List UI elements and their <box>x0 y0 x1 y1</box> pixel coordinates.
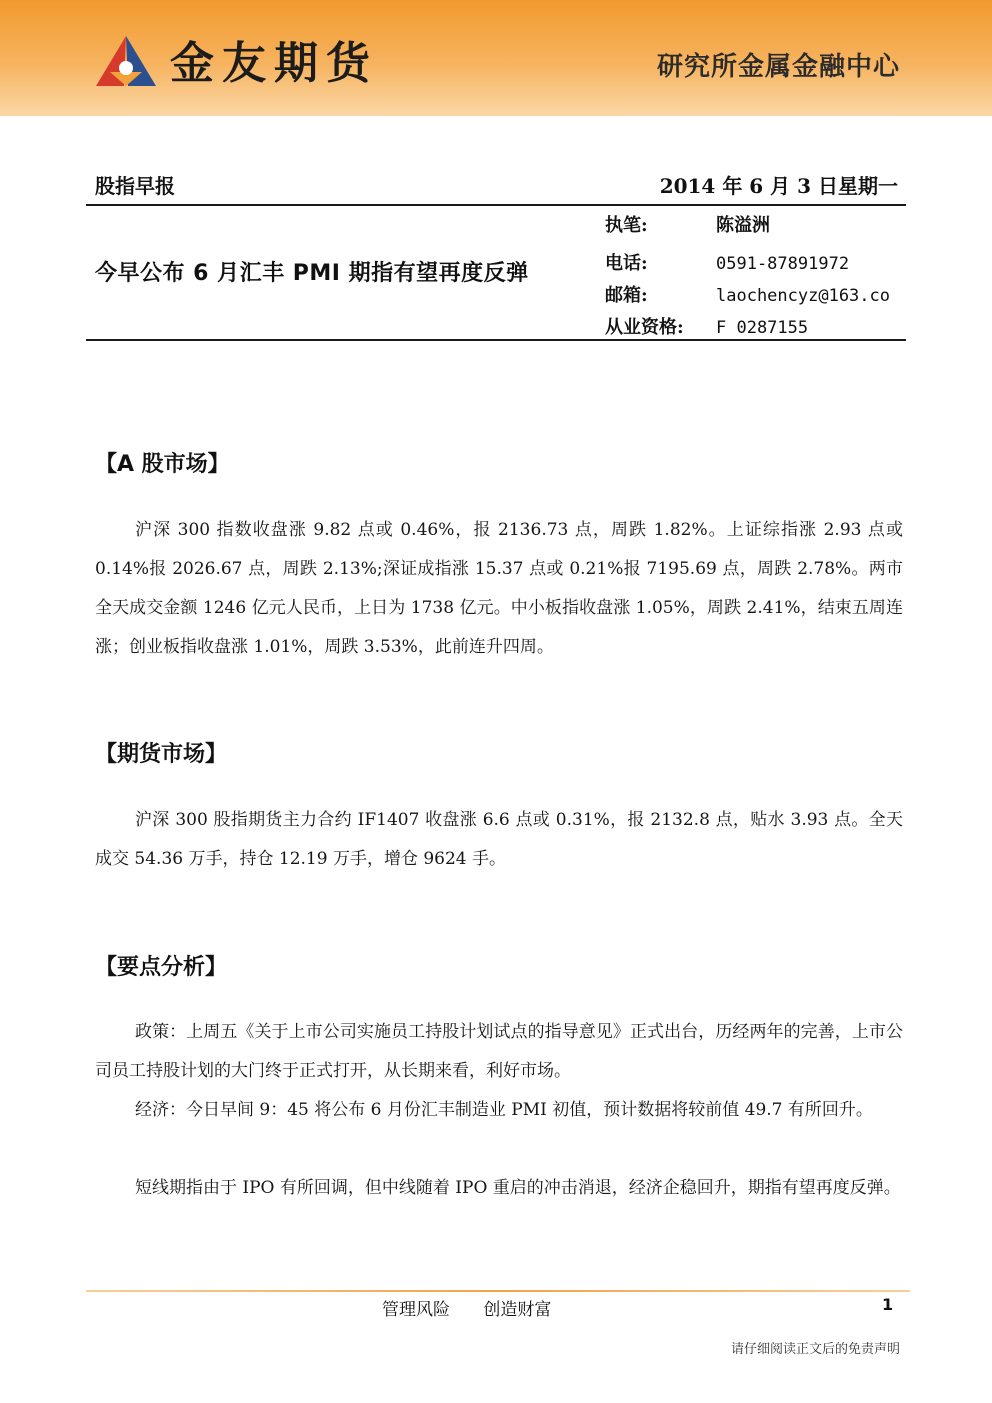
report-type: 股指早报 <box>95 174 175 198</box>
paragraph-a-share: 沪深 300 指数收盘涨 9.82 点或 0.46%，报 2136.73 点，周跌 1.82%。上证综指涨 2.93 点或 0.14%报 2026.67 点，周跌 2.13%;深证成指涨 15.37 点或 0.21%报 7195.69 点，周跌 2.78%。两市全天成交金额 1246 亿元人民币，上日为 1738 亿元。中小板指收盘涨 1.05%，周跌 2.41%，结束五周连涨；创业板指收盘涨 1.01%，周跌 3.53%，此前连升四周。 <box>95 520 903 657</box>
department-name: 研究所金属金融中心 <box>656 52 900 82</box>
divider-bottom <box>86 339 906 341</box>
license-row <box>605 314 905 346</box>
company-logo-icon <box>94 34 158 88</box>
brand-name: 金友期货 <box>170 38 378 89</box>
author-label: 执笔: <box>605 215 648 236</box>
section-title-futures: 【期货市场】 <box>95 742 228 767</box>
author-name: 陈溢洲 <box>716 215 770 236</box>
footer-divider <box>86 1290 910 1292</box>
author-info <box>605 212 905 346</box>
license-label: 从业资格: <box>605 317 684 338</box>
divider-top <box>86 204 906 206</box>
phone-row <box>605 250 905 282</box>
disclaimer-note: 请仔细阅读正文后的免责声明 <box>730 1342 900 1357</box>
report-headline: 今早公布 6 月汇丰 PMI 期指有望再度反弹 <box>95 261 529 286</box>
phone-value: 0591-87891972 <box>716 254 850 274</box>
paragraph-policy: 政策：上周五《关于上市公司实施员工持股计划试点的指导意见》正式出台，历经两年的完善，上市公司员工持股计划的大门终于正式打开，从长期来看，利好市场。 <box>95 1022 903 1081</box>
paragraph-outlook: 短线期指由于 IPO 有所回调，但中线随着 IPO 重启的冲击消退，经济企稳回升，期指有望再度反弹。 <box>135 1178 901 1198</box>
phone-label: 电话: <box>605 253 648 274</box>
paragraph-futures: 沪深 300 股指期货主力合约 IF1407 收盘涨 6.6 点或 0.31%，报 2132.8 点，贴水 3.93 点。全天成交 54.36 万手，持仓 12.19 万手，增仓 9624 手。 <box>95 810 903 869</box>
paragraph-economy: 经济：今日早间 9：45 将公布 6 月份汇丰制造业 PMI 初值，预计数据将较前值 49.7 有所回升。 <box>135 1100 873 1120</box>
license-value: F 0287155 <box>716 318 809 338</box>
report-date: 2014 年 6 月 3 日星期一 <box>659 174 898 198</box>
footer-motto: 管理风险 创造财富 <box>382 1300 552 1320</box>
email-value: laochencyz@163.co <box>716 286 890 306</box>
email-row <box>605 282 905 314</box>
author-row <box>605 212 905 244</box>
section-title-a-share: 【A 股市场】 <box>95 452 230 477</box>
email-label: 邮箱: <box>605 285 648 306</box>
page-number: 1 <box>882 1295 894 1314</box>
section-title-analysis: 【要点分析】 <box>95 955 228 980</box>
